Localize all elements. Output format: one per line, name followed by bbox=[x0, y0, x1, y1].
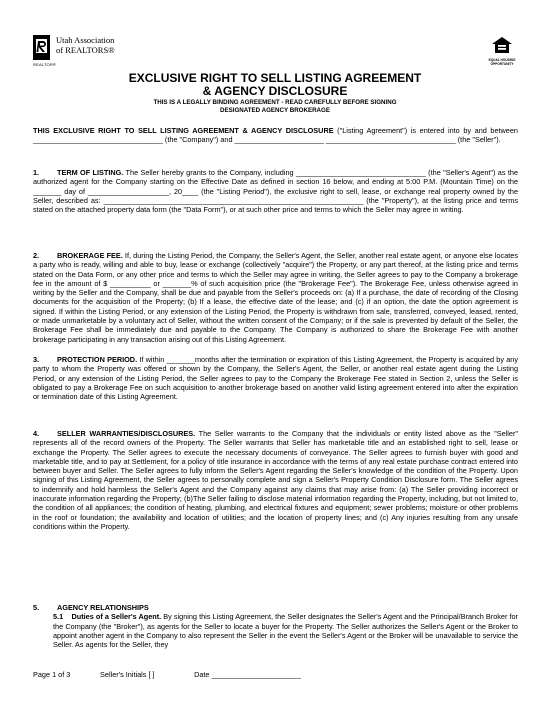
section-seller-warranties bbox=[33, 429, 518, 531]
subsection-number: 5.1 bbox=[53, 612, 64, 622]
section-text: The Seller hereby grants to the Company, including ________________________________ (the "Seller's Agent") as the authorized agent for the Company starting on the Effective Date as defined in section 16 below, and ending at 5:00 P.M. (Mountain Time) on the _______ day of ____________________, 20____ (the "Listing Period"), the exclusive right to sell, lease, or exchange real property owned by the Seller, described as: ________________________________________________________________ (the "Property"), at the listing price and terms stated on the attached property data form (the "Data Form"), or at such other price and terms to which the Seller may agree in writing. bbox=[33, 168, 518, 215]
date-field[interactable]: Date ______________________ bbox=[194, 670, 301, 679]
association-line1: Utah Association bbox=[56, 35, 115, 45]
section-brokerage-fee bbox=[33, 251, 518, 344]
association-name bbox=[56, 36, 115, 55]
section-text: If, during the Listing Period, the Company, the Seller's Agent, the Seller, another real estate agent, or anyone else locates a party who is ready, willing and able to buy, lease or exchange (collectively "acquire") the Property, or any part thereof, at the listing price and terms stated on the Data Form, or any other price and terms to which the Seller may agree in writing, the Seller agrees to pay to the Company a brokerage fee in the amount of $ __________ or _______% of such acquisition price (the "Brokerage Fee"). The Brokerage Fee, unless otherwise agreed in writing by the Seller and the Company, shall be due and payable from the Seller's proceeds on: (a) If a purchase, the date of recording of the Closing documents for the acquisition of the Property; (b) If a lease, the effective date of the lease; and (c) if an option, the date the option agreement is signed. If within the Listing Period, or any extension of the Listing Period, the Property is withdrawn from sale, transferred, conveyed, leased, rented, or made unmarketable by a voluntary act of Seller, without the written consent of the Company; or if the sale is prevented by default of the Seller, the Brokerage Fee shall be immediately due and payable to the Company. The Company is authorized to share the Brokerage Fee with another brokerage participating in any transaction arising out of this Listing Agreement. bbox=[33, 251, 518, 344]
section-number: 4. bbox=[33, 429, 40, 438]
association-line2: of REALTORS® bbox=[56, 44, 115, 55]
realtor-logo-icon bbox=[33, 35, 50, 60]
brokerage-type: DESIGNATED AGENCY BROKERAGE bbox=[220, 107, 330, 114]
equal-housing-icon bbox=[492, 37, 512, 53]
section-number: 2. bbox=[33, 251, 40, 260]
intro-bold: THIS EXCLUSIVE RIGHT TO SELL LISTING AGREEMENT & AGENCY DISCLOSURE bbox=[33, 126, 334, 135]
subsection-heading: Duties of a Seller's Agent. bbox=[71, 612, 162, 622]
section-term-of-listing bbox=[33, 168, 518, 214]
section-heading: SELLER WARRANTIES/DISCLOSURES. bbox=[57, 429, 196, 438]
page-footer bbox=[33, 670, 518, 679]
document-title: EXCLUSIVE RIGHT TO SELL LISTING AGREEMENT bbox=[128, 71, 422, 85]
legal-notice: THIS IS A LEGALLY BINDING AGREEMENT - READ CAREFULLY BEFORE SIGNING bbox=[153, 99, 397, 106]
eho-caption: EQUAL HOUSING OPPORTUNITY bbox=[488, 58, 516, 66]
section-heading: AGENCY RELATIONSHIPS bbox=[57, 603, 149, 612]
section-number: 5. bbox=[33, 603, 40, 612]
section-text: The Seller warrants to the Company that the individuals or entity listed above as the "Seller" represents all of the record owners of the Property. The Seller warrants that Seller has marketable title and an established right to sell, lease or exchange the Property. The Seller agrees to execute the necessary documents of conveyance. The Seller agrees to furnish buyer with good and marketable title, and to pay at Settlement, for a policy of title insurance in accordance with the terms of any real estate purchase contract entered into between buyer and Seller. The Seller agrees to fully inform the Seller's Agent regarding the Seller's knowledge of the condition of the Property. Upon signing of this Listing Agreement, the Seller agrees to personally complete and sign a Seller's Property Condition Disclosure form. The Seller agrees to indemnify and hold harmless the Seller's Agent and the Company against any claims that may arise from: (a) The Seller providing incorrect or inaccurate information regarding the Property; (b)The Seller failing to disclose material information regarding the Property, including, but not limited to, the condition of all appliances; the condition of heating, plumbing, and electrical fixtures and equipment; sewer problems; moisture or other problems in the roof or foundation; the availability and location of utilities; and the location of property lines; and (c) Any injuries resulting from any unsafe conditions within the Property. bbox=[33, 429, 519, 531]
document-title-line2: & AGENCY DISCLOSURE bbox=[202, 84, 348, 98]
section-agency-relationships bbox=[33, 603, 518, 649]
section-protection-period bbox=[33, 355, 518, 401]
equal-housing-logo bbox=[487, 37, 517, 66]
realtor-mark: REALTOR® bbox=[33, 62, 57, 67]
page-number: Page 1 of 3 bbox=[33, 670, 71, 679]
seller-initials-field[interactable]: Seller's Initials [ ] bbox=[100, 670, 155, 679]
section-number: 3. bbox=[33, 355, 40, 364]
section-heading: TERM OF LISTING. bbox=[57, 168, 124, 177]
intro-paragraph bbox=[33, 126, 518, 145]
section-heading: PROTECTION PERIOD. bbox=[57, 355, 138, 364]
intro-text: ("Listing Agreement") is entered into by and between ________________________________ (the "Company") and ______________________ ________________________________ (the "Seller"). bbox=[33, 126, 518, 145]
section-number: 1. bbox=[33, 168, 40, 177]
section-text: If within _______months after the termination or expiration of this Listing Agreement, the Property is acquired by any party to whom the Property was offered or shown by the Company, the Seller's Agent, the Seller, or another real estate agent during the Listing Period, or any extension of the Listing Period, the Seller agrees to pay to the Company the Brokerage Fee stated in Section 2, unless the Seller is obligated to pay a Brokerage Fee on such acquisition to another brokerage based on another valid listing agreement entered into after the expiration or termination date of this Listing Agreement. bbox=[33, 355, 518, 402]
subsection-text: By signing this Listing Agreement, the Seller designates the Seller's Agent and the Principal/Branch Broker for the Company (the "Broker"), as agents for the Seller to locate a buyer for the Property. The Seller authorizes the Seller's Agent or the Broker to appoint another agent in the Company to also represent the Seller in the event the Seller's Agent or the Broker will be unavailable to service the Seller. As agents for the Seller, they bbox=[53, 612, 518, 650]
section-heading: BROKERAGE FEE. bbox=[57, 251, 123, 260]
